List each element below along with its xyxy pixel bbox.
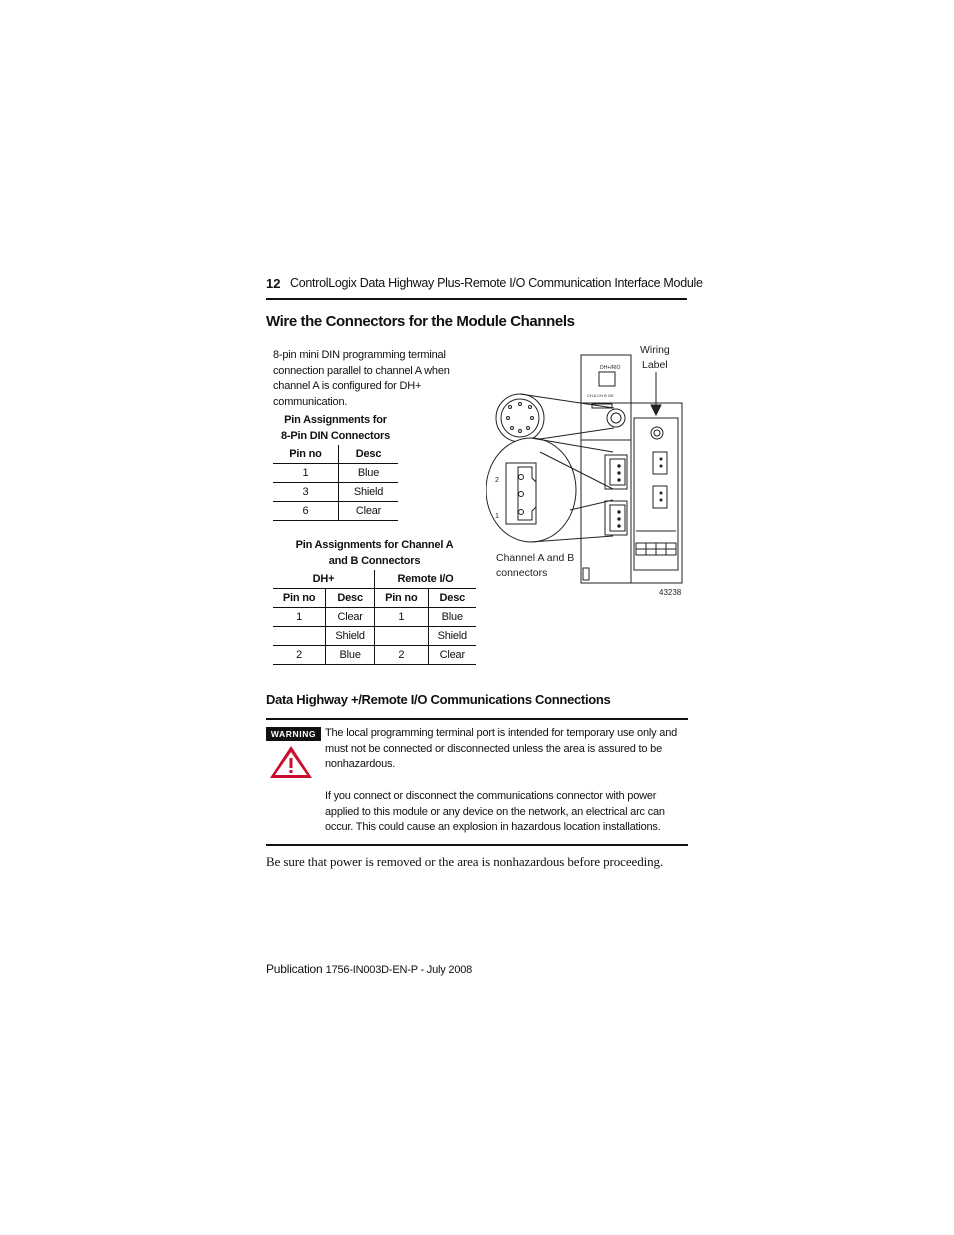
table-cell: Clear (428, 646, 476, 665)
footer-publication: 1756-IN003D-EN-P - July 2008 (325, 964, 473, 976)
table-cell: 1 (273, 608, 326, 627)
din-pin-table (273, 445, 398, 521)
warning-rule-top (266, 718, 688, 720)
wiring-label-arrow (651, 372, 661, 415)
channel-caption-line2: and B Connectors (328, 554, 421, 567)
channel-caption-line1: Pin Assignments for Channel A (295, 539, 454, 551)
figure-number: 43238 (659, 588, 682, 597)
table-cell: Clear (326, 608, 375, 627)
table-header-cell: Pin no (374, 589, 428, 608)
table-cell: Shield (428, 627, 476, 646)
table-row (273, 627, 476, 646)
table-row (273, 608, 476, 627)
table-cell: 2 (374, 646, 428, 665)
warning-text-2: If you connect or disconnect the communications connector with power applied to this module or any device on the network, an electrical arc can occur. This could cause an explosion in hazardous location installations. (325, 790, 665, 833)
pin-1-label: 1 (495, 513, 499, 520)
table-cell: Shield (339, 483, 398, 502)
page-number: 12 (266, 276, 281, 291)
din-caption-line1: Pin Assignments for (284, 414, 387, 426)
table-row (273, 483, 398, 502)
table-group-header-rio: Remote I/O (374, 570, 476, 589)
table-row (273, 502, 398, 521)
table-group-header-dh: DH+ (273, 570, 374, 589)
module-display-label: DH+/RIO (600, 365, 621, 371)
table-header-row (273, 445, 398, 464)
footer-label: Publication (266, 962, 323, 976)
din-table-caption (273, 413, 398, 444)
table-row (273, 464, 398, 483)
table-cell (374, 627, 428, 646)
table-header-row (273, 589, 476, 608)
running-header-title: ControlLogix Data Highway Plus-Remote I/O Communication Interface Module (290, 276, 703, 290)
table-cell: 3 (273, 483, 339, 502)
table-header-cell: Pin no (273, 445, 339, 464)
module-body (581, 355, 682, 583)
pin-2-label: 2 (495, 477, 499, 484)
warning-text-1: The local programming terminal port is intended for temporary use only and must not be connected or disconnected unless the area is assured to be nonhazardous. (325, 727, 678, 770)
subsection-heading: Data Highway +/Remote I/O Communications Connections (266, 692, 611, 707)
channel-table-caption (273, 538, 476, 569)
table-row (273, 646, 476, 665)
table-cell: Blue (339, 464, 398, 483)
table-cell (273, 627, 326, 646)
table-cell: Blue (326, 646, 375, 665)
warning-triangle-icon (268, 744, 314, 780)
module-led-labels: CH A CH B OK (587, 393, 614, 398)
section-heading: Wire the Connectors for the Module Channels (266, 313, 575, 330)
body-paragraph: Be sure that power is removed or the area is nonhazardous before proceeding. (266, 854, 664, 869)
table-cell: 2 (273, 646, 326, 665)
table-group-header-row (273, 570, 476, 589)
header-rule (266, 298, 687, 300)
channel-pin-table (273, 570, 476, 665)
warning-rule-bottom (266, 844, 688, 846)
module-wiring-figure (486, 338, 696, 603)
din-caption-line2: 8-Pin DIN Connectors (280, 429, 391, 442)
table-cell: 6 (273, 502, 339, 521)
table-header-cell: Desc (428, 589, 476, 608)
table-cell: Clear (339, 502, 398, 521)
wiring-label-text-line2: Label (642, 359, 668, 371)
warning-badge: WARNING (266, 727, 321, 741)
table-cell: Shield (326, 627, 375, 646)
channel-label-line1: Channel A and B (496, 552, 575, 564)
footer (266, 962, 472, 976)
channel-label-line2: connectors (496, 567, 548, 579)
wiring-label-text-line1: Wiring (640, 344, 670, 356)
table-cell: Blue (428, 608, 476, 627)
table-cell: 1 (273, 464, 339, 483)
table-cell: 1 (374, 608, 428, 627)
table-header-cell: Desc (326, 589, 375, 608)
table-header-cell: Pin no (273, 589, 326, 608)
table-header-cell: Desc (339, 445, 398, 464)
din-connector-note: 8-pin mini DIN programming terminal connection parallel to channel A when channel A is configured for DH+ communication. (273, 349, 450, 408)
